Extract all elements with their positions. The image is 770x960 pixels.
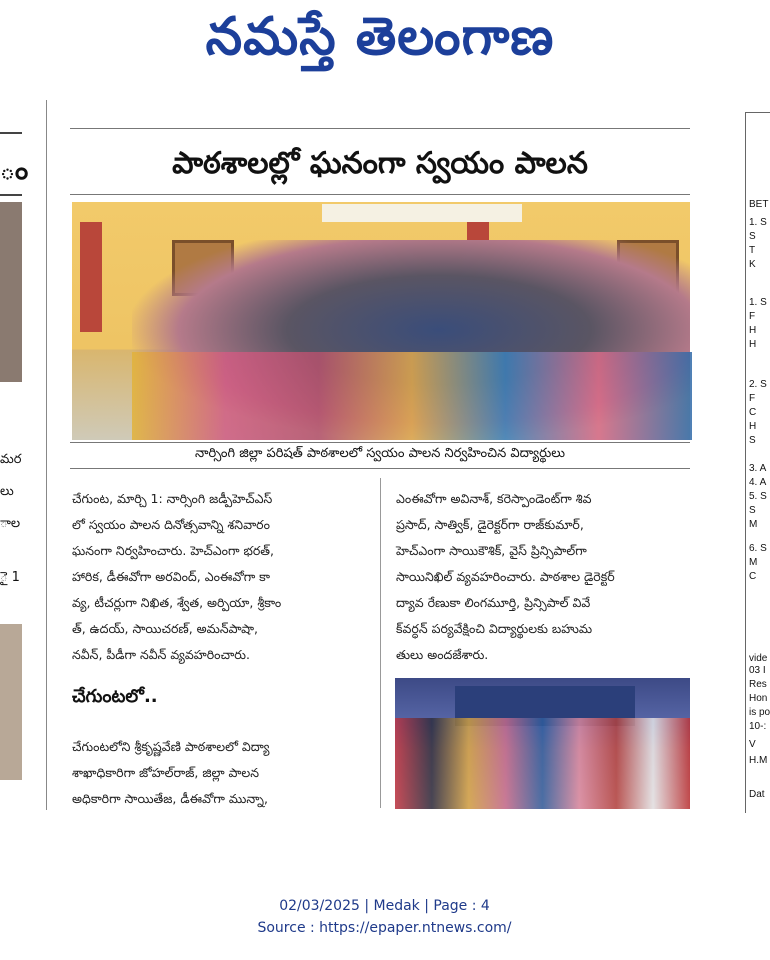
source-link[interactable]: Source : https://epaper.ntnews.com/ bbox=[257, 920, 512, 936]
neighbor-text: H.M bbox=[749, 755, 768, 766]
body-line: నవీన్, పీడీగా నవీన్ వ్యవహరించారు. bbox=[72, 647, 250, 662]
divider bbox=[0, 132, 22, 134]
neighbor-text: 1. S bbox=[749, 217, 767, 228]
neighbor-text: 3. A bbox=[749, 463, 767, 474]
pillar bbox=[80, 222, 102, 332]
newspaper-logo: నమస్తే తెలంగాణ bbox=[205, 7, 555, 67]
neighbor-text: T bbox=[749, 245, 756, 256]
neighbor-text: 2. S bbox=[749, 379, 767, 390]
neighbor-text: 10-: bbox=[749, 721, 767, 732]
neighbor-text: Res bbox=[749, 679, 767, 690]
neighbor-text: మర bbox=[0, 452, 22, 467]
article-body-left bbox=[72, 486, 370, 668]
body-line: హారిక, డీఈవోగా అరవింద్, ఎంఈవోగా కా bbox=[72, 569, 271, 584]
body-line: చేగుంట, మార్చి 1: నార్సింగి జడ్పీహెచ్ఎస్ bbox=[72, 491, 273, 506]
body-line: చేగుంటలోని శ్రీకృష్ణవేణి పాఠశాలలో విద్యా bbox=[72, 739, 270, 754]
group-photo bbox=[72, 202, 690, 440]
neighbor-text: లు bbox=[0, 484, 14, 499]
divider bbox=[70, 194, 690, 195]
neighbor-text: S bbox=[749, 435, 756, 446]
body-line: త్, ఉదయ్, సాయిచరణ్, అమన్‌పాషా, bbox=[72, 621, 259, 636]
neighbor-text: F bbox=[749, 311, 756, 322]
school-signboard bbox=[322, 204, 522, 222]
neighbor-text: ై 1 bbox=[0, 570, 20, 585]
divider bbox=[70, 442, 690, 443]
neighbor-text: 6. S bbox=[749, 543, 767, 554]
body-line: ద్యావ రేణుకా లింగమూర్తి, ప్రిన్సిపాల్ వివే bbox=[396, 595, 591, 610]
body-line: వ్య, టీచర్లుగా నిఖిత, శ్వేత, అర్పియా, శ్రీకాం bbox=[72, 595, 282, 610]
neighbor-text: H bbox=[749, 339, 757, 350]
masthead bbox=[0, 0, 769, 86]
neighbor-text: F bbox=[749, 393, 756, 404]
divider bbox=[0, 194, 22, 196]
neighbor-text: Hon bbox=[749, 693, 768, 704]
edition-info: 02/03/2025 | Medak | Page : 4 bbox=[279, 898, 490, 914]
left-neighbor-column bbox=[0, 100, 29, 800]
neighbor-text: vide bbox=[749, 653, 768, 664]
neighbor-text: S bbox=[749, 505, 756, 516]
body-line: ప్రసాద్, సాత్విక్, డైరెక్టర్‌గా రాజ్‌కుమార్, bbox=[396, 517, 584, 532]
neighbor-photo bbox=[0, 624, 22, 780]
column-divider bbox=[380, 478, 381, 808]
neighbor-text: ాల bbox=[0, 516, 21, 531]
neighbor-text: 5. S bbox=[749, 491, 767, 502]
body-line: అధికారిగా సాయితేజ, డీఈవోగా మున్నా, bbox=[72, 791, 268, 806]
neighbor-text: is po bbox=[749, 707, 770, 718]
body-line: క్‌వర్ధన్ పర్యవేక్షించి విద్యార్థులకు బహుమ bbox=[396, 621, 593, 636]
neighbor-text: M bbox=[749, 557, 758, 568]
neighbor-text: S bbox=[749, 231, 756, 242]
neighbor-text: 03 I bbox=[749, 665, 766, 676]
body-line: లో స్వయం పాలన దినోత్సవాన్ని శనివారం bbox=[72, 517, 270, 532]
neighbor-text: H bbox=[749, 421, 757, 432]
neighbor-text: V bbox=[749, 739, 756, 750]
front-row-students bbox=[132, 352, 692, 440]
photo-caption: నార్సింగి జిల్లా పరిషత్ పాఠశాలలో స్వయం పాలన నిర్వహించిన విద్యార్థులు bbox=[194, 446, 566, 461]
article-subheading: చేగుంటలో.. bbox=[72, 686, 158, 707]
neighbor-text: H bbox=[749, 325, 757, 336]
article-headline: పాఠశాలల్లో ఘనంగా స్వయం పాలన bbox=[172, 146, 588, 181]
body-line: తులు అందజేశారు. bbox=[396, 647, 489, 662]
body-line: శాఖాధికారిగా జోహల్‌రాజ్, జిల్లా పాలన bbox=[72, 765, 260, 780]
students-group bbox=[395, 718, 690, 809]
neighbor-text: C bbox=[749, 571, 757, 582]
neighbor-photo bbox=[0, 202, 22, 382]
body-line: ఎంఈవోగా అవినాశ్, కరెస్పాండెంట్‌గా శివ bbox=[396, 491, 592, 506]
body-line: హెచ్ఎంగా సాయికౌశిక్, వైస్ ప్రిన్సిపాల్‌గా bbox=[396, 543, 587, 558]
article-body-right bbox=[396, 486, 692, 668]
column-divider bbox=[46, 100, 47, 810]
neighbor-text: 1. S bbox=[749, 297, 767, 308]
right-neighbor-column bbox=[745, 112, 770, 813]
event-photo bbox=[395, 678, 690, 809]
neighbor-text: K bbox=[749, 259, 756, 270]
article-body-left-2 bbox=[72, 734, 370, 812]
neighbor-text: M bbox=[749, 519, 758, 530]
neighbor-text: BET bbox=[749, 199, 769, 210]
divider bbox=[70, 128, 690, 129]
neighbor-text: 4. A bbox=[749, 477, 767, 488]
neighbor-headline-fragment: ం bbox=[0, 156, 29, 186]
body-line: ఘనంగా నిర్వహించారు. హెచ్ఎంగా భరత్, bbox=[72, 543, 274, 558]
neighbor-text: Dat bbox=[749, 789, 765, 800]
neighbor-text: C bbox=[749, 407, 757, 418]
body-line: సాయినిఖిల్ వ్యవహరించారు. పాఠశాల డైరెక్టర్ bbox=[396, 569, 615, 584]
divider bbox=[70, 468, 690, 469]
